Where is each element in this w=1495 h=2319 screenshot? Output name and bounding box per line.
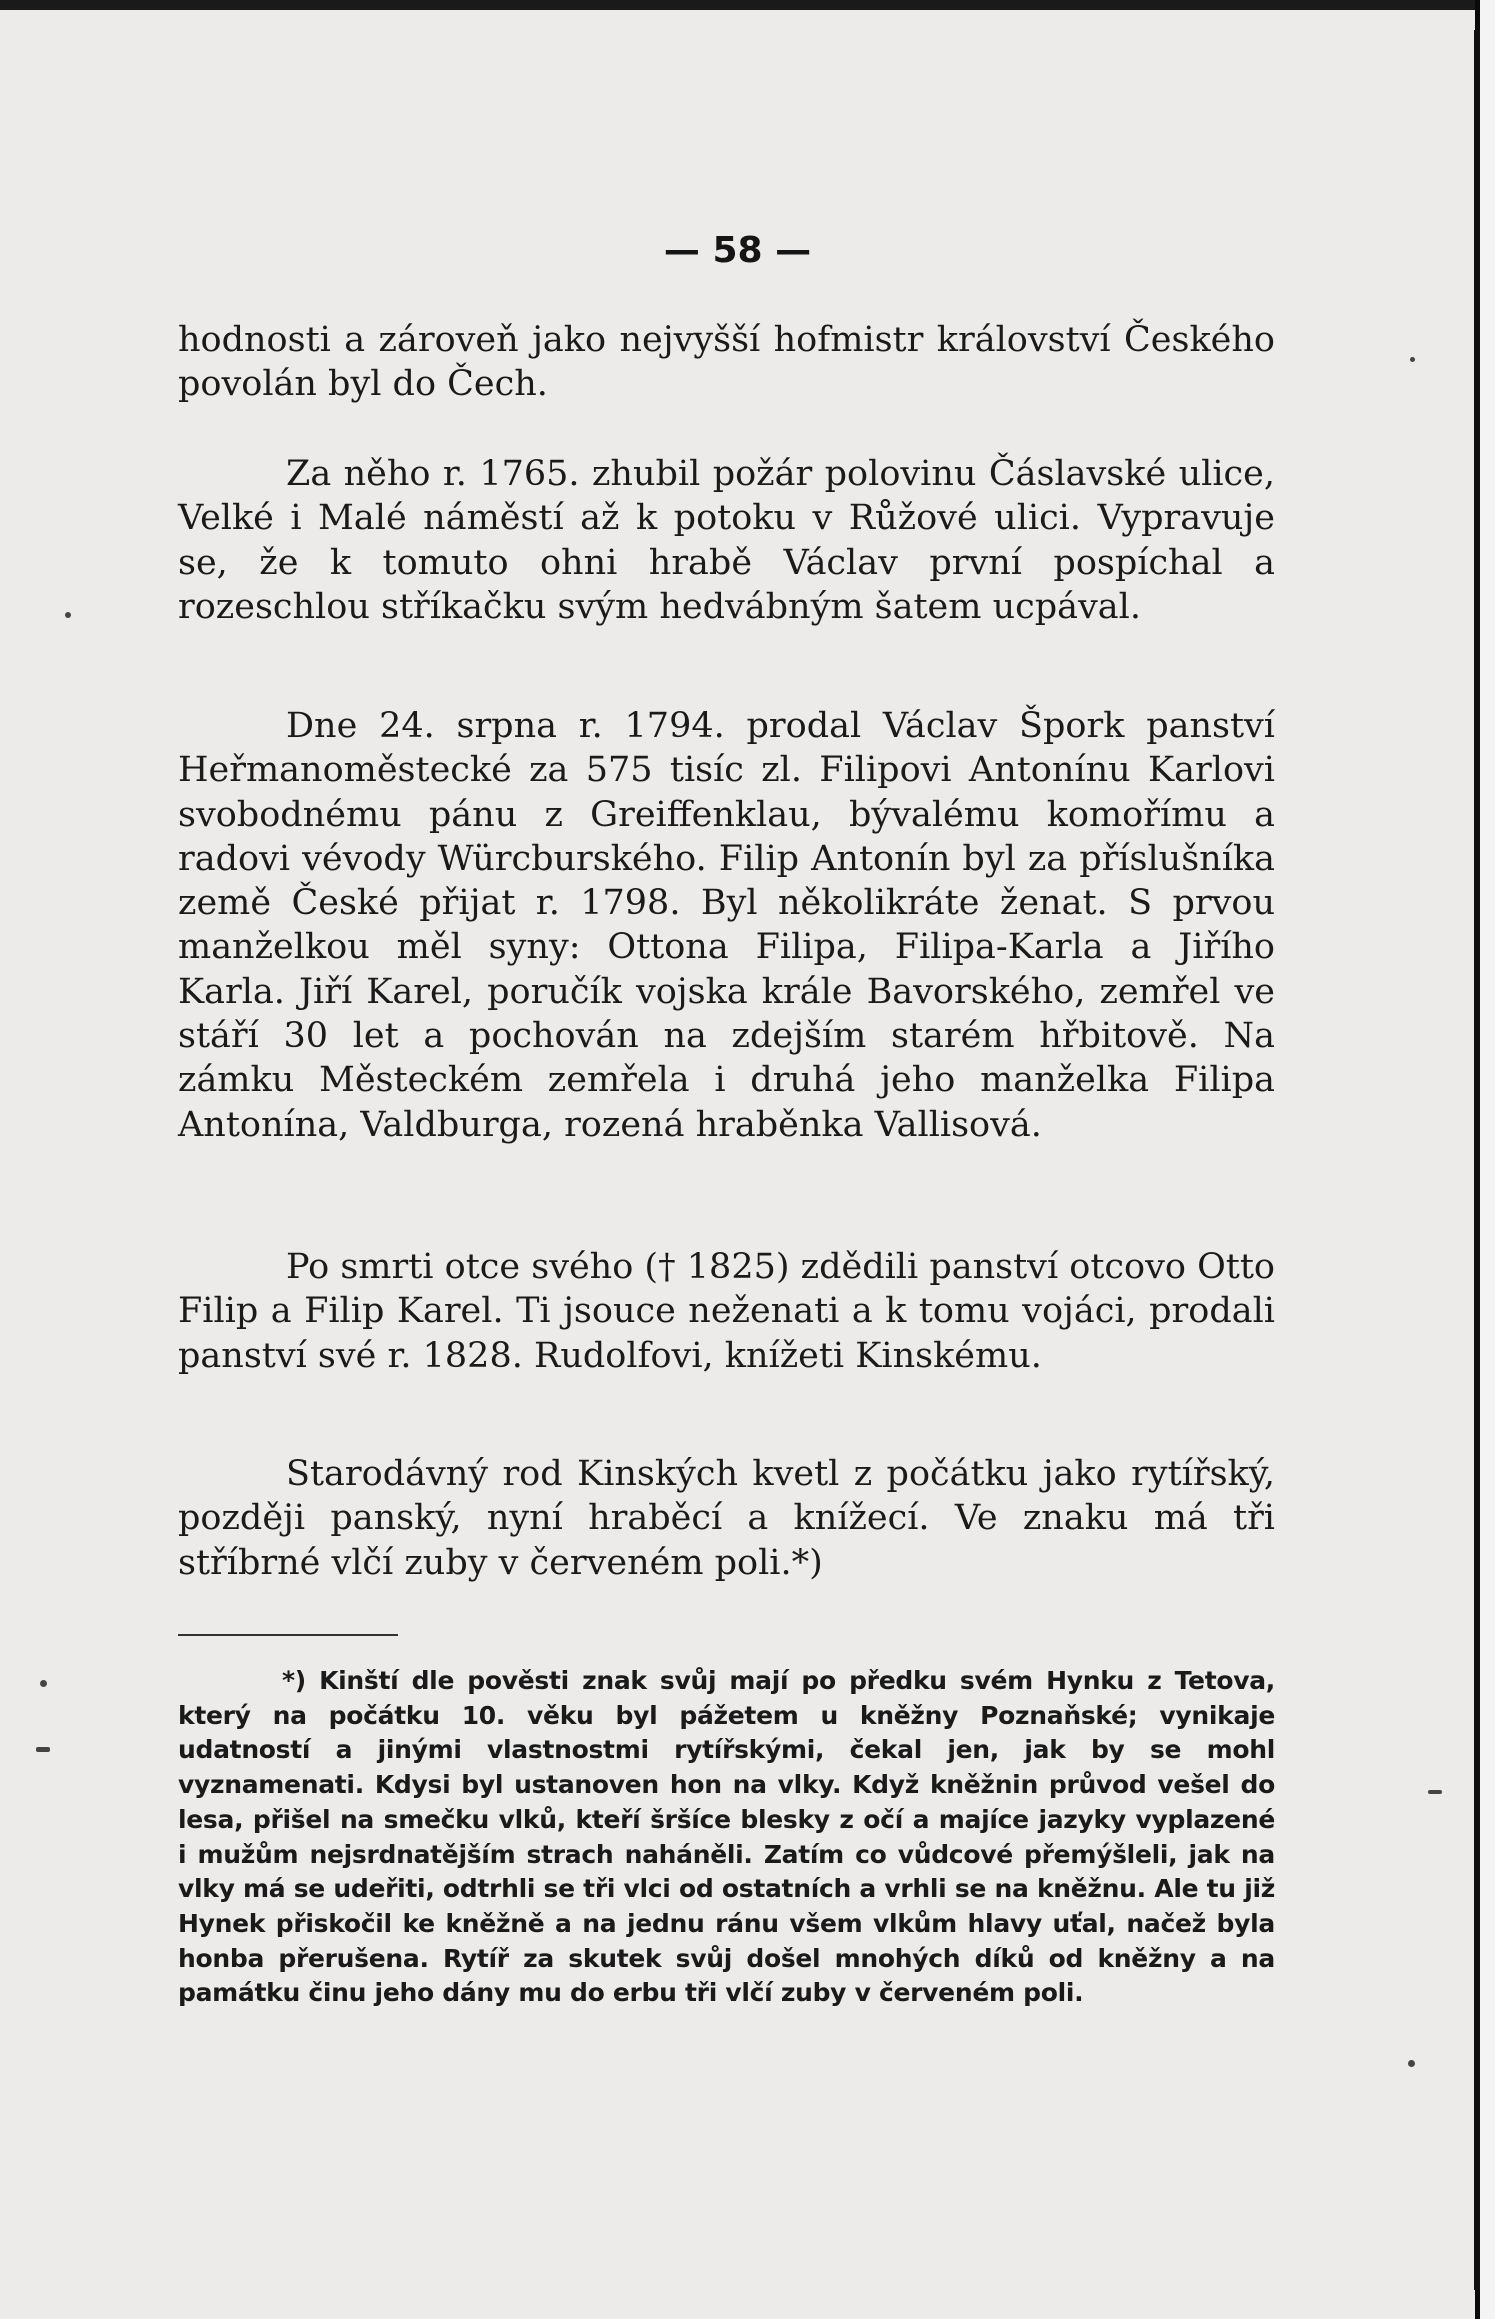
scan-right-margin — [1480, 0, 1495, 2319]
scan-speck — [40, 1680, 47, 1687]
paragraph-sale-1828: Po smrti otce svého († 1825) zdědili panství otcovo Otto Filip a Filip Karel. Ti jsouce neženati a k tomu vojáci, prodali panství své r. 1828. Rudolfovi, knížeti Kinskému. — [178, 1247, 1275, 1376]
scan-speck — [1410, 357, 1415, 362]
scan-speck — [65, 612, 71, 618]
scan-speck — [36, 1747, 50, 1752]
scan-top-border — [0, 0, 1475, 10]
footnote: *) Kinští dle pověsti znak svůj mají po předku svém Hynku z Tetova, který na počátku 10. věku byl pážetem u kněžny Poznaňské; vynikaje udatností a jinými vlastnostmi rytířskými, čekal jen, jak by se mohl vyznamenati. Kdysi byl ustanoven hon na vlky. Když kněžnin průvod vešel do lesa, přišel na smečku vlků, kteří šršíce blesky z očí a majíce jazyky vyplazené i mužům nejsrdnatějším strach naháněli. Zatím co vůdcové přemýšleli, jak na vlky má se udeřiti, odtrhli se tři vlci od ostatních a vrhli se na kněžnu. Ale tu již Hynek přiskočil ke kněžně a na jednu ránu všem vlkům hlavy uťal, načež byla honba přerušena. Rytíř za skutek svůj došel mnohých díků od kněžny a na památku činu jeho dány mu do erbu tři vlčí zuby v červeném poli. — [178, 1666, 1275, 2008]
scan-speck — [1408, 2060, 1415, 2067]
paragraph-fire-1765: Za něho r. 1765. zhubil požár polovinu Čáslavské ulice, Velké i Malé náměstí až k potoku v Růžové ulici. Vypravuje se, že k tomuto ohni hrabě Václav první pospíchal a rozeschlou stříkačku svým hedvábným šatem ucpával. — [178, 454, 1275, 627]
paragraph-sale-1794: Dne 24. srpna r. 1794. prodal Václav Špork panství Heřmanoměstecké za 575 tisíc zl. Filipovi Antonínu Karlovi svobodnému pánu z Greiffenklau, bývalému komořímu a radovi vévody Würcburského. Filip Antonín byl za příslušníka země České přijat r. 1798. Byl několikráte ženat. S prvou manželkou měl syny: Ottona Filipa, Filipa-Karla a Jiřího Karla. Jiří Karel, poručík vojska krále Bavorského, zemřel ve stáří 30 let a pochován na zdejším starém hřbitově. Na zámku Městeckém zemřela i druhá jeho manželka Filipa Antonína, Valdburga, rozená hraběnka Vallisová. — [178, 706, 1275, 1145]
scan-speck — [1428, 1790, 1442, 1794]
paragraph-kinsky-family: Starodávný rod Kinských kvetl z počátku jako rytířský, později panský, nyní hraběcí a knížecí. Ve znaku má tři stříbrné vlčí zuby v červeném poli.*) — [178, 1454, 1275, 1583]
paragraph-continuation: hodnosti a zároveň jako nejvyšší hofmistr království Českého povolán byl do Čech. — [178, 320, 1275, 405]
footnote-separator — [178, 1634, 398, 1636]
page-number: — 58 — — [663, 230, 812, 271]
